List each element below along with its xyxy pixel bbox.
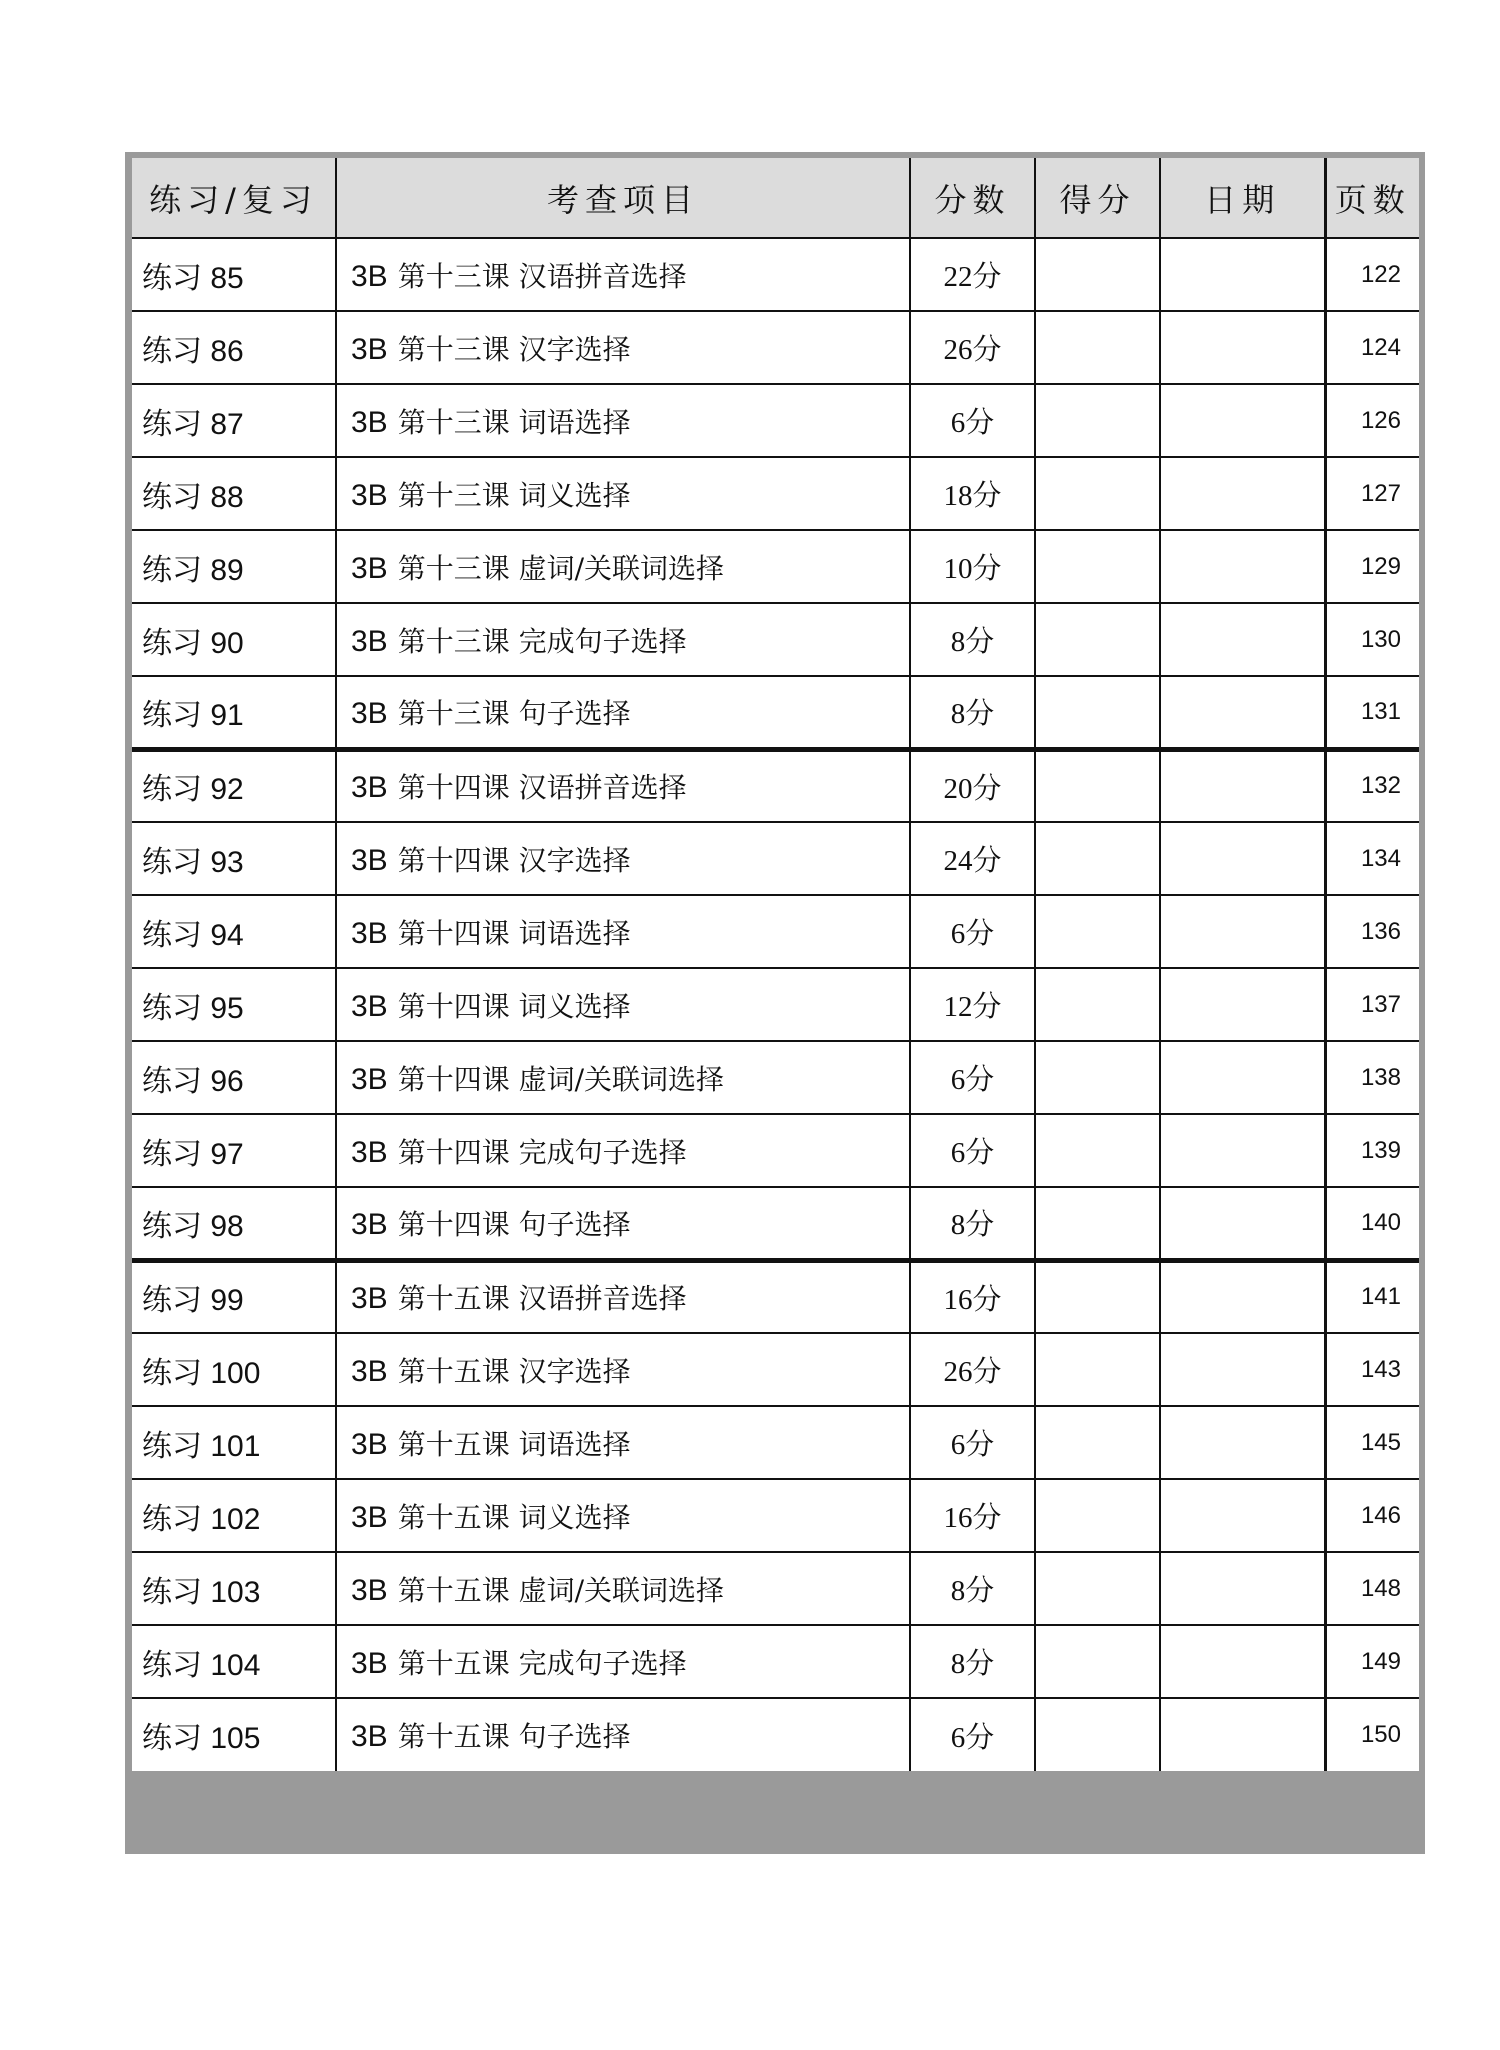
table-row bbox=[132, 1041, 1419, 1114]
item-label: 汉语拼音选择 bbox=[518, 1282, 687, 1316]
exercise-cell: 练习 97 bbox=[132, 1114, 336, 1187]
header-points: 分数 bbox=[910, 158, 1035, 238]
score-input-cell[interactable] bbox=[1035, 1333, 1160, 1406]
header-date: 日期 bbox=[1160, 158, 1325, 238]
page-cell: 141 bbox=[1325, 1260, 1419, 1333]
item-cell bbox=[336, 895, 910, 968]
page-cell: 145 bbox=[1325, 1406, 1419, 1479]
item-cell bbox=[336, 603, 910, 676]
page-cell: 134 bbox=[1325, 822, 1419, 895]
score-input-cell[interactable] bbox=[1035, 822, 1160, 895]
table-row bbox=[132, 384, 1419, 457]
book-code: 3B bbox=[351, 771, 388, 805]
lesson-label: 第十五课 bbox=[397, 1646, 510, 1680]
points-cell: 6分 bbox=[910, 1406, 1035, 1479]
table-row bbox=[132, 238, 1419, 311]
date-input-cell[interactable] bbox=[1160, 1479, 1325, 1552]
item-cell bbox=[336, 1114, 910, 1187]
exercise-cell: 练习 90 bbox=[132, 603, 336, 676]
page-cell: 132 bbox=[1325, 749, 1419, 822]
header-exercise: 练习/复习 bbox=[132, 158, 336, 238]
score-input-cell[interactable] bbox=[1035, 1479, 1160, 1552]
lesson-label: 第十四课 bbox=[397, 1207, 510, 1241]
book-code: 3B bbox=[351, 843, 388, 877]
book-code: 3B bbox=[351, 551, 388, 585]
exercise-cell: 练习 103 bbox=[132, 1552, 336, 1625]
score-input-cell[interactable] bbox=[1035, 1625, 1160, 1698]
book-code: 3B bbox=[351, 332, 388, 366]
page-cell: 143 bbox=[1325, 1333, 1419, 1406]
item-label: 词语选择 bbox=[518, 1427, 631, 1461]
item-cell bbox=[336, 1260, 910, 1333]
lesson-label: 第十三课 bbox=[397, 332, 510, 366]
score-input-cell[interactable] bbox=[1035, 1552, 1160, 1625]
header-page: 页数 bbox=[1325, 158, 1419, 238]
date-input-cell[interactable] bbox=[1160, 676, 1325, 749]
date-input-cell[interactable] bbox=[1160, 457, 1325, 530]
lesson-label: 第十五课 bbox=[397, 1573, 510, 1607]
points-cell: 20分 bbox=[910, 749, 1035, 822]
book-code: 3B bbox=[351, 1062, 388, 1096]
score-input-cell[interactable] bbox=[1035, 1406, 1160, 1479]
book-code: 3B bbox=[351, 1354, 388, 1388]
points-cell: 26分 bbox=[910, 311, 1035, 384]
book-code: 3B bbox=[351, 624, 388, 658]
book-code: 3B bbox=[351, 1135, 388, 1169]
score-input-cell[interactable] bbox=[1035, 311, 1160, 384]
page-cell: 138 bbox=[1325, 1041, 1419, 1114]
item-label: 汉字选择 bbox=[518, 1354, 631, 1388]
points-cell: 6分 bbox=[910, 384, 1035, 457]
item-cell bbox=[336, 1406, 910, 1479]
table-row bbox=[132, 457, 1419, 530]
page-cell: 122 bbox=[1325, 238, 1419, 311]
book-code: 3B bbox=[351, 696, 388, 730]
table-row bbox=[132, 1260, 1419, 1333]
item-label: 虚词/关联词选择 bbox=[518, 1573, 725, 1607]
score-input-cell[interactable] bbox=[1035, 457, 1160, 530]
item-label: 完成句子选择 bbox=[518, 1646, 687, 1680]
lesson-label: 第十五课 bbox=[397, 1500, 510, 1534]
exercise-cell: 练习 101 bbox=[132, 1406, 336, 1479]
item-label: 汉语拼音选择 bbox=[518, 771, 687, 805]
points-cell: 6分 bbox=[910, 1041, 1035, 1114]
date-input-cell[interactable] bbox=[1160, 749, 1325, 822]
date-input-cell[interactable] bbox=[1160, 1114, 1325, 1187]
points-cell: 26分 bbox=[910, 1333, 1035, 1406]
item-label: 虚词/关联词选择 bbox=[518, 1062, 725, 1096]
lesson-label: 第十四课 bbox=[397, 1135, 510, 1169]
item-label: 汉字选择 bbox=[518, 332, 631, 366]
page-cell: 146 bbox=[1325, 1479, 1419, 1552]
item-cell bbox=[336, 1333, 910, 1406]
item-cell bbox=[336, 238, 910, 311]
book-code: 3B bbox=[351, 478, 388, 512]
table-row bbox=[132, 311, 1419, 384]
lesson-label: 第十三课 bbox=[397, 696, 510, 730]
exercise-cell: 练习 102 bbox=[132, 1479, 336, 1552]
book-code: 3B bbox=[351, 1282, 388, 1316]
date-input-cell[interactable] bbox=[1160, 530, 1325, 603]
points-cell: 24分 bbox=[910, 822, 1035, 895]
page-cell: 130 bbox=[1325, 603, 1419, 676]
book-code: 3B bbox=[351, 259, 388, 293]
item-label: 句子选择 bbox=[518, 696, 631, 730]
lesson-label: 第十三课 bbox=[397, 478, 510, 512]
score-input-cell[interactable] bbox=[1035, 1698, 1160, 1771]
header-row bbox=[132, 158, 1419, 238]
lesson-label: 第十四课 bbox=[397, 771, 510, 805]
book-code: 3B bbox=[351, 1720, 388, 1753]
score-input-cell[interactable] bbox=[1035, 968, 1160, 1041]
score-input-cell[interactable] bbox=[1035, 238, 1160, 311]
points-cell: 8分 bbox=[910, 676, 1035, 749]
item-label: 句子选择 bbox=[518, 1720, 631, 1753]
points-cell: 16分 bbox=[910, 1260, 1035, 1333]
date-input-cell[interactable] bbox=[1160, 238, 1325, 311]
item-cell bbox=[336, 749, 910, 822]
table-row bbox=[132, 676, 1419, 749]
score-input-cell[interactable] bbox=[1035, 530, 1160, 603]
table-row bbox=[132, 1333, 1419, 1406]
date-input-cell[interactable] bbox=[1160, 968, 1325, 1041]
points-cell: 6分 bbox=[910, 1114, 1035, 1187]
points-cell: 6分 bbox=[910, 1698, 1035, 1771]
exercise-cell: 练习 105 bbox=[132, 1698, 336, 1771]
item-label: 词语选择 bbox=[518, 405, 631, 439]
item-cell bbox=[336, 1625, 910, 1698]
points-cell: 8分 bbox=[910, 1187, 1035, 1260]
item-cell bbox=[336, 1041, 910, 1114]
item-label: 词义选择 bbox=[518, 478, 631, 512]
points-cell: 10分 bbox=[910, 530, 1035, 603]
score-input-cell[interactable] bbox=[1035, 384, 1160, 457]
score-input-cell[interactable] bbox=[1035, 676, 1160, 749]
lesson-label: 第十三课 bbox=[397, 405, 510, 439]
points-cell: 8分 bbox=[910, 1552, 1035, 1625]
lesson-label: 第十四课 bbox=[397, 843, 510, 877]
score-input-cell[interactable] bbox=[1035, 1260, 1160, 1333]
page-cell: 150 bbox=[1325, 1698, 1419, 1771]
item-cell bbox=[336, 384, 910, 457]
score-input-cell[interactable] bbox=[1035, 603, 1160, 676]
table-row bbox=[132, 1406, 1419, 1479]
exercise-cell: 练习 95 bbox=[132, 968, 336, 1041]
date-input-cell[interactable] bbox=[1160, 603, 1325, 676]
points-cell: 8分 bbox=[910, 1625, 1035, 1698]
lesson-label: 第十四课 bbox=[397, 1062, 510, 1096]
exercise-cell: 练习 98 bbox=[132, 1187, 336, 1260]
item-label: 词义选择 bbox=[518, 1500, 631, 1534]
exercise-cell: 练习 88 bbox=[132, 457, 336, 530]
page-cell: 124 bbox=[1325, 311, 1419, 384]
book-code: 3B bbox=[351, 916, 388, 950]
points-cell: 8分 bbox=[910, 603, 1035, 676]
table-row bbox=[132, 1479, 1419, 1552]
score-input-cell[interactable] bbox=[1035, 749, 1160, 822]
page-cell: 129 bbox=[1325, 530, 1419, 603]
lesson-label: 第十五课 bbox=[397, 1720, 510, 1753]
page-cell: 149 bbox=[1325, 1625, 1419, 1698]
book-code: 3B bbox=[351, 989, 388, 1023]
item-cell bbox=[336, 457, 910, 530]
lesson-label: 第十三课 bbox=[397, 551, 510, 585]
item-cell bbox=[336, 311, 910, 384]
date-input-cell[interactable] bbox=[1160, 1698, 1325, 1771]
table-row bbox=[132, 1698, 1419, 1771]
page-cell: 139 bbox=[1325, 1114, 1419, 1187]
item-cell bbox=[336, 530, 910, 603]
lesson-label: 第十五课 bbox=[397, 1282, 510, 1316]
date-input-cell[interactable] bbox=[1160, 1625, 1325, 1698]
page-cell: 127 bbox=[1325, 457, 1419, 530]
item-label: 完成句子选择 bbox=[518, 1135, 687, 1169]
item-cell bbox=[336, 676, 910, 749]
table-row bbox=[132, 1552, 1419, 1625]
table-row bbox=[132, 749, 1419, 822]
page-cell: 136 bbox=[1325, 895, 1419, 968]
table-row bbox=[132, 1625, 1419, 1698]
score-input-cell[interactable] bbox=[1035, 1041, 1160, 1114]
score-input-cell[interactable] bbox=[1035, 1114, 1160, 1187]
lesson-label: 第十五课 bbox=[397, 1427, 510, 1461]
lesson-label: 第十三课 bbox=[397, 259, 510, 293]
item-label: 汉语拼音选择 bbox=[518, 259, 687, 293]
exercise-cell: 练习 99 bbox=[132, 1260, 336, 1333]
book-code: 3B bbox=[351, 405, 388, 439]
table-row bbox=[132, 1187, 1419, 1260]
item-label: 汉字选择 bbox=[518, 843, 631, 877]
lesson-label: 第十五课 bbox=[397, 1354, 510, 1388]
points-cell: 16分 bbox=[910, 1479, 1035, 1552]
item-cell bbox=[336, 822, 910, 895]
item-label: 句子选择 bbox=[518, 1207, 631, 1241]
item-cell bbox=[336, 1187, 910, 1260]
date-input-cell[interactable] bbox=[1160, 822, 1325, 895]
score-input-cell[interactable] bbox=[1035, 1187, 1160, 1260]
table-row bbox=[132, 603, 1419, 676]
exercise-cell: 练习 104 bbox=[132, 1625, 336, 1698]
table-body bbox=[132, 238, 1419, 1771]
lesson-label: 第十四课 bbox=[397, 989, 510, 1023]
date-input-cell[interactable] bbox=[1160, 1187, 1325, 1260]
date-input-cell[interactable] bbox=[1160, 1041, 1325, 1114]
page-cell: 140 bbox=[1325, 1187, 1419, 1260]
item-label: 完成句子选择 bbox=[518, 624, 687, 658]
score-input-cell[interactable] bbox=[1035, 895, 1160, 968]
exercise-cell: 练习 91 bbox=[132, 676, 336, 749]
exercise-cell: 练习 86 bbox=[132, 311, 336, 384]
date-input-cell[interactable] bbox=[1160, 895, 1325, 968]
table-row bbox=[132, 530, 1419, 603]
date-input-cell[interactable] bbox=[1160, 384, 1325, 457]
exercise-table bbox=[132, 158, 1419, 1771]
page-cell: 131 bbox=[1325, 676, 1419, 749]
page-cell: 137 bbox=[1325, 968, 1419, 1041]
table-frame bbox=[125, 152, 1425, 1854]
exercise-cell: 练习 87 bbox=[132, 384, 336, 457]
date-input-cell[interactable] bbox=[1160, 1552, 1325, 1625]
book-code: 3B bbox=[351, 1500, 388, 1534]
table-row bbox=[132, 895, 1419, 968]
item-label: 词义选择 bbox=[518, 989, 631, 1023]
item-cell bbox=[336, 1479, 910, 1552]
table-row bbox=[132, 822, 1419, 895]
header-score: 得分 bbox=[1035, 158, 1160, 238]
book-code: 3B bbox=[351, 1207, 388, 1241]
lesson-label: 第十三课 bbox=[397, 624, 510, 658]
lesson-label: 第十四课 bbox=[397, 916, 510, 950]
points-cell: 18分 bbox=[910, 457, 1035, 530]
exercise-cell: 练习 93 bbox=[132, 822, 336, 895]
header-item: 考查项目 bbox=[336, 158, 910, 238]
book-code: 3B bbox=[351, 1646, 388, 1680]
exercise-cell: 练习 89 bbox=[132, 530, 336, 603]
page-cell: 148 bbox=[1325, 1552, 1419, 1625]
points-cell: 22分 bbox=[910, 238, 1035, 311]
exercise-cell: 练习 92 bbox=[132, 749, 336, 822]
book-code: 3B bbox=[351, 1427, 388, 1461]
item-cell bbox=[336, 1552, 910, 1625]
date-input-cell[interactable] bbox=[1160, 1260, 1325, 1333]
item-label: 虚词/关联词选择 bbox=[518, 551, 725, 585]
date-input-cell[interactable] bbox=[1160, 1406, 1325, 1479]
date-input-cell[interactable] bbox=[1160, 311, 1325, 384]
item-cell bbox=[336, 1698, 910, 1771]
item-cell bbox=[336, 968, 910, 1041]
points-cell: 6分 bbox=[910, 895, 1035, 968]
exercise-cell: 练习 96 bbox=[132, 1041, 336, 1114]
exercise-cell: 练习 94 bbox=[132, 895, 336, 968]
page-cell: 126 bbox=[1325, 384, 1419, 457]
exercise-cell: 练习 100 bbox=[132, 1333, 336, 1406]
book-code: 3B bbox=[351, 1573, 388, 1607]
item-label: 词语选择 bbox=[518, 916, 631, 950]
points-cell: 12分 bbox=[910, 968, 1035, 1041]
exercise-cell: 练习 85 bbox=[132, 238, 336, 311]
date-input-cell[interactable] bbox=[1160, 1333, 1325, 1406]
table-row bbox=[132, 1114, 1419, 1187]
table-row bbox=[132, 968, 1419, 1041]
